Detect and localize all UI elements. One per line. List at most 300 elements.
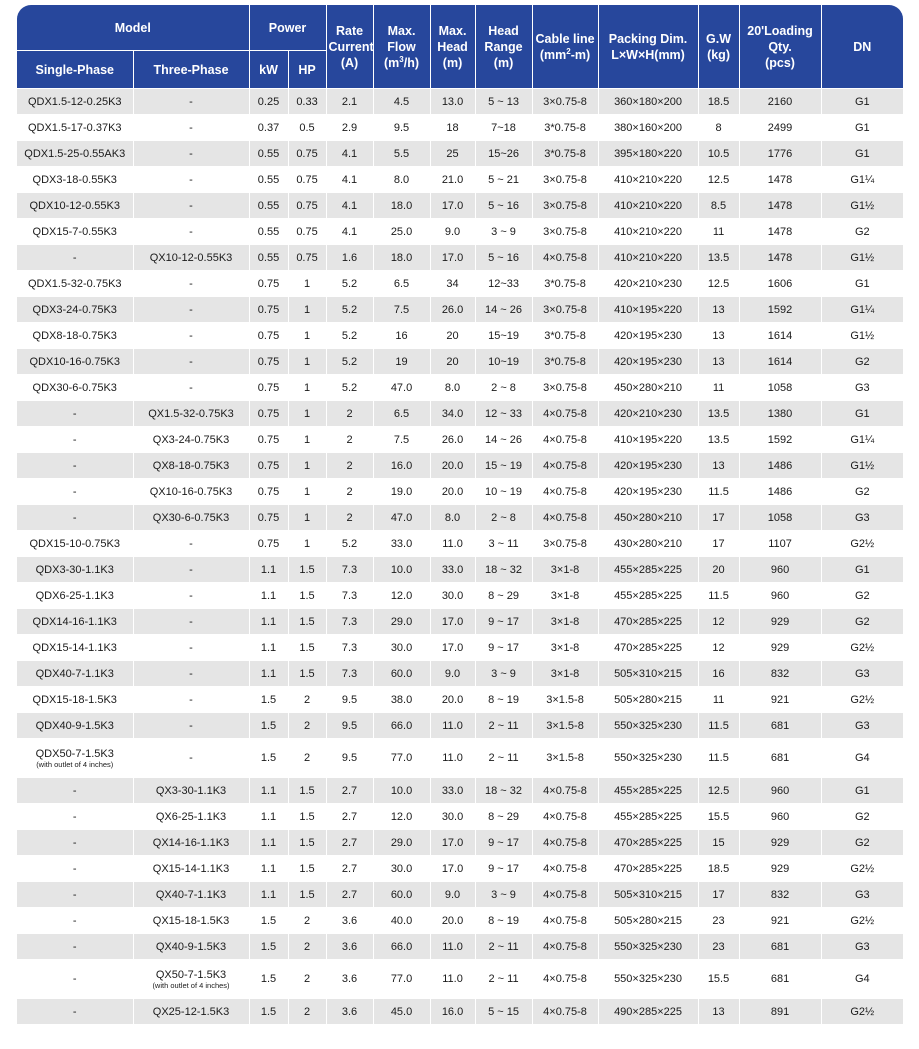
cell-three-phase-model: [133, 531, 249, 557]
cell-max-flow-value: 77.0: [390, 973, 413, 985]
cell-hp-value: 1.5: [299, 563, 315, 576]
cell-head-range: [475, 687, 532, 713]
cell-head-range: [475, 375, 532, 401]
cell-rate-current: [326, 804, 373, 830]
header-model: Model: [17, 5, 249, 51]
cell-max-flow: [373, 557, 430, 583]
cell-max-flow-value: 18.0: [390, 199, 413, 212]
cell-packing-dim-value: 410×195×220: [614, 433, 682, 446]
cell-kw-value: 0.75: [257, 537, 280, 550]
cell-head-range: [475, 856, 532, 882]
cell-rate-current: [326, 427, 373, 453]
cell-hp: [288, 453, 326, 479]
cell-max-flow-value: 38.0: [390, 693, 413, 706]
cell-loading-qty: [739, 635, 821, 661]
cell-dn: [821, 960, 903, 999]
cell-dn-value: G1: [854, 407, 870, 420]
cell-three-phase-model: [133, 635, 249, 661]
cell-max-flow-value: 10.0: [390, 563, 413, 576]
cell-max-head: [430, 713, 475, 739]
cell-max-flow: [373, 89, 430, 115]
cell-rate-current-value: 9.5: [341, 719, 358, 732]
cell-three-phase-model: [133, 713, 249, 739]
cell-gross-weight-value: 17: [712, 888, 725, 901]
cell-max-head: [430, 531, 475, 557]
cell-max-head: [430, 271, 475, 297]
cell-three-phase-model-value: -: [189, 537, 193, 550]
cell-dn-value: G2½: [850, 537, 875, 550]
cell-three-phase-model-value: QX14-16-1.1K3: [152, 836, 230, 849]
cell-kw-value: 1.5: [260, 914, 277, 927]
cell-max-head-value: 33.0: [441, 784, 464, 797]
cell-hp: [288, 297, 326, 323]
cell-kw: [249, 635, 288, 661]
cell-hp-value: 0.75: [296, 147, 318, 160]
cell-head-range: [475, 115, 532, 141]
cell-max-head-value: 34: [446, 277, 459, 290]
cell-kw-value: 0.75: [257, 407, 280, 420]
cell-loading-qty: [739, 778, 821, 804]
cell-max-flow: [373, 401, 430, 427]
cell-hp: [288, 89, 326, 115]
cell-single-phase-model-value: -: [72, 511, 77, 524]
cell-single-phase-model: [17, 323, 133, 349]
table-row: [17, 349, 903, 375]
cell-single-phase-model-value: -: [72, 433, 77, 446]
cell-max-flow: [373, 583, 430, 609]
cell-loading-qty-value: 960: [770, 563, 790, 576]
cell-loading-qty: [739, 934, 821, 960]
cell-hp: [288, 778, 326, 804]
header-rate-current: [326, 5, 373, 89]
cell-packing-dim: [598, 908, 698, 934]
cell-gross-weight: [698, 778, 739, 804]
cell-cable-line-value: 4×0.75-8: [543, 433, 587, 446]
cell-rate-current: [326, 89, 373, 115]
cell-kw-value: 1.5: [260, 719, 277, 732]
cell-cable-line: [532, 804, 598, 830]
cell-loading-qty: [739, 479, 821, 505]
cell-max-flow: [373, 960, 430, 999]
cell-max-head-value: 17.0: [441, 251, 464, 264]
cell-rate-current-value: 2.9: [341, 121, 358, 134]
cell-max-flow: [373, 830, 430, 856]
cell-gross-weight: [698, 505, 739, 531]
cell-cable-line: [532, 427, 598, 453]
cell-cable-line: [532, 583, 598, 609]
cell-three-phase-model: [133, 739, 249, 778]
cell-kw-value: 0.37: [257, 121, 280, 134]
cell-hp: [288, 882, 326, 908]
cell-dn-value: G2: [854, 225, 870, 238]
spec-table-wrapper: [17, 5, 903, 1025]
cell-hp-value: 1: [303, 485, 311, 498]
cell-rate-current: [326, 687, 373, 713]
cell-single-phase-model-value: QDX40-9-1.5K3: [35, 719, 114, 732]
cell-max-head-value: 20: [446, 355, 459, 368]
table-row: [17, 713, 903, 739]
cell-dn-value: G1: [854, 121, 870, 134]
cell-dn: [821, 141, 903, 167]
table-row: [17, 245, 903, 271]
cell-hp-value: 0.75: [296, 225, 318, 238]
cell-gross-weight: [698, 349, 739, 375]
cell-cable-line-value: 4×0.75-8: [543, 862, 587, 875]
cell-max-flow: [373, 609, 430, 635]
cell-dn-value: G1: [854, 563, 870, 576]
cell-gross-weight: [698, 713, 739, 739]
cell-gross-weight: [698, 557, 739, 583]
cell-packing-dim-value: 420×195×230: [614, 355, 682, 368]
cell-rate-current-value: 2: [346, 485, 353, 498]
cell-cable-line: [532, 557, 598, 583]
cell-three-phase-model: [133, 999, 249, 1025]
cell-max-flow: [373, 661, 430, 687]
cell-gross-weight-value: 16: [712, 667, 725, 680]
cell-kw-value: 1.1: [260, 836, 277, 849]
header-gross-weight: [698, 5, 739, 89]
cell-single-phase-model-value: QDX1.5-32-0.75K3: [27, 277, 122, 290]
cell-loading-qty: [739, 427, 821, 453]
cell-max-flow-value: 77.0: [390, 752, 413, 764]
cell-gross-weight-value: 13: [712, 303, 725, 316]
cell-loading-qty: [739, 661, 821, 687]
cell-gross-weight: [698, 401, 739, 427]
cell-kw-value: 0.75: [257, 355, 280, 368]
cell-max-flow-value: 66.0: [390, 719, 413, 732]
cell-single-phase-model: [17, 479, 133, 505]
cell-rate-current-value: 3.6: [341, 973, 358, 985]
cell-three-phase-model-value: -: [189, 199, 193, 212]
cell-single-phase-model-value: -: [72, 914, 77, 927]
cell-single-phase-model-value: QDX6-25-1.1K3: [35, 589, 114, 602]
cell-hp-value: 1.5: [299, 615, 315, 628]
cell-hp-value: 1: [303, 433, 311, 446]
cell-rate-current-value: 7.3: [341, 667, 358, 680]
cell-gross-weight-value: 17: [712, 537, 725, 550]
cell-cable-line: [532, 778, 598, 804]
cell-max-flow-value: 6.5: [393, 407, 410, 420]
table-row: [17, 193, 903, 219]
cell-packing-dim-value: 450×280×210: [614, 381, 682, 394]
cell-cable-line-value: 3*0.75-8: [544, 147, 586, 160]
cell-max-head: [430, 830, 475, 856]
header-max-flow-unit-sup: 3: [399, 54, 404, 64]
cell-max-flow: [373, 999, 430, 1025]
cell-gross-weight: [698, 934, 739, 960]
cell-three-phase-model-value: -: [189, 95, 193, 108]
cell-single-phase-model: [17, 89, 133, 115]
cell-kw: [249, 349, 288, 375]
cell-max-head-value: 11.0: [442, 719, 463, 732]
cell-max-flow-value: 45.0: [390, 1005, 413, 1018]
cell-three-phase-model: [133, 661, 249, 687]
cell-three-phase-model-value: -: [189, 329, 193, 342]
cell-rate-current: [326, 505, 373, 531]
cell-max-head-value: 20.0: [441, 485, 464, 498]
cell-head-range-value: 12~33: [488, 277, 519, 290]
cell-packing-dim: [598, 167, 698, 193]
cell-three-phase-model: [133, 960, 249, 999]
cell-packing-dim-value: 410×210×220: [614, 251, 682, 264]
cell-dn-value: G1½: [850, 329, 875, 342]
cell-three-phase-model-value: QX8-18-0.75K3: [152, 459, 230, 472]
cell-single-phase-model-value: QDX3-18-0.55K3: [32, 173, 117, 186]
cell-kw-value: 0.55: [257, 225, 280, 238]
cell-hp-value: 1.5: [299, 784, 315, 797]
cell-packing-dim: [598, 349, 698, 375]
cell-dn: [821, 427, 903, 453]
cell-dn: [821, 557, 903, 583]
cell-dn: [821, 778, 903, 804]
cell-single-phase-model-value: -: [72, 973, 77, 985]
cell-max-head: [430, 661, 475, 687]
cell-dn-value: G3: [854, 940, 870, 953]
cell-packing-dim: [598, 479, 698, 505]
cell-kw: [249, 999, 288, 1025]
cell-dn-value: G1¼: [850, 173, 875, 186]
cell-packing-dim-value: 410×210×220: [614, 173, 682, 186]
cell-cable-line-value: 3×0.75-8: [543, 303, 587, 316]
cell-three-phase-model-value: -: [189, 641, 193, 654]
cell-max-flow: [373, 297, 430, 323]
cell-hp: [288, 583, 326, 609]
cell-single-phase-model-value: QDX40-7-1.1K3: [35, 667, 114, 680]
cell-max-flow-value: 29.0: [390, 836, 413, 849]
cell-packing-dim: [598, 934, 698, 960]
cell-max-head: [430, 908, 475, 934]
cell-max-flow: [373, 804, 430, 830]
cell-three-phase-model-value: QX15-14-1.1K3: [152, 862, 230, 875]
cell-kw-value: 1.1: [260, 563, 277, 576]
cell-gross-weight: [698, 856, 739, 882]
cell-gross-weight: [698, 141, 739, 167]
cell-packing-dim: [598, 401, 698, 427]
cell-head-range-value: 5 ~ 16: [488, 199, 519, 212]
cell-single-phase-model: [17, 219, 133, 245]
cell-head-range: [475, 583, 532, 609]
cell-rate-current-value: 4.1: [341, 199, 358, 212]
cell-single-phase-model-value: QDX1.5-25-0.55AK3: [24, 147, 126, 160]
cell-hp-value: 1.5: [299, 641, 315, 654]
table-row: [17, 89, 903, 115]
cell-head-range: [475, 661, 532, 687]
cell-kw-value: 1.1: [260, 615, 277, 628]
cell-loading-qty-value: 929: [770, 836, 790, 849]
cell-dn-value: G2½: [850, 862, 875, 875]
cell-dn-value: G1¼: [850, 303, 875, 316]
cell-packing-dim-value: 550×325×230: [614, 940, 682, 953]
cell-single-phase-model-value: QDX1.5-12-0.25K3: [27, 95, 122, 108]
cell-hp: [288, 167, 326, 193]
cell-gross-weight: [698, 739, 739, 778]
cell-kw: [249, 609, 288, 635]
cell-max-flow-value: 9.5: [393, 121, 410, 134]
cell-gross-weight: [698, 323, 739, 349]
cell-head-range-value: 2 ~ 11: [488, 719, 519, 732]
cell-max-flow-value: 29.0: [390, 615, 413, 628]
cell-rate-current: [326, 960, 373, 999]
cell-single-phase-model: [17, 856, 133, 882]
cell-kw-value: 1.5: [260, 693, 277, 706]
cell-max-head-value: 17.0: [441, 615, 464, 628]
cell-packing-dim: [598, 882, 698, 908]
cell-cable-line: [532, 830, 598, 856]
cell-cable-line: [532, 89, 598, 115]
cell-three-phase-model: [133, 804, 249, 830]
cell-loading-qty: [739, 960, 821, 999]
cell-rate-current: [326, 193, 373, 219]
cell-packing-dim-value: 455×285×225: [614, 589, 682, 602]
cell-cable-line: [532, 479, 598, 505]
cell-cable-line-value: 3×1-8: [550, 641, 580, 654]
cell-head-range-value: 2 ~ 8: [491, 511, 516, 524]
cell-rate-current: [326, 739, 373, 778]
cell-kw-value: 0.75: [257, 433, 280, 446]
cell-kw: [249, 856, 288, 882]
cell-loading-qty: [739, 167, 821, 193]
cell-three-phase-model-value: -: [189, 303, 193, 316]
cell-rate-current: [326, 583, 373, 609]
cell-loading-qty: [739, 739, 821, 778]
cell-head-range-value: 3 ~ 11: [488, 537, 519, 550]
cell-cable-line-value: 3×0.75-8: [543, 225, 587, 238]
cell-rate-current: [326, 609, 373, 635]
cell-single-phase-model-value: QDX8-18-0.75K3: [32, 329, 117, 342]
cell-kw: [249, 167, 288, 193]
cell-hp-value: 2: [303, 940, 311, 953]
cell-hp-value: 1: [303, 459, 311, 472]
cell-dn-value: G3: [854, 667, 870, 680]
cell-max-flow-value: 40.0: [390, 914, 413, 927]
cell-kw-value: 0.75: [257, 277, 280, 290]
cell-head-range-value: 18 ~ 32: [485, 563, 523, 576]
cell-packing-dim: [598, 999, 698, 1025]
cell-hp-value: 2: [303, 693, 311, 706]
cell-three-phase-model-value: -: [189, 355, 193, 368]
cell-max-head-value: 8.0: [444, 381, 461, 394]
cell-hp-value: 0.33: [296, 95, 318, 108]
cell-cable-line-value: 4×0.75-8: [543, 888, 587, 901]
cell-dn: [821, 908, 903, 934]
cell-kw: [249, 960, 288, 999]
table-row: [17, 141, 903, 167]
cell-head-range-value: 3 ~ 9: [491, 225, 516, 238]
cell-single-phase-model-value: -: [72, 862, 77, 875]
table-row: [17, 934, 903, 960]
cell-head-range-value: 5 ~ 13: [488, 95, 519, 108]
cell-rate-current: [326, 557, 373, 583]
cell-loading-qty-value: 1058: [767, 381, 793, 394]
cell-hp: [288, 141, 326, 167]
header-max-flow-unit-base: (m: [384, 55, 400, 70]
cell-cable-line-value: 3×1.5-8: [546, 719, 584, 732]
outlet-note: (with outlet of 4 inches): [36, 759, 114, 769]
cell-max-flow: [373, 479, 430, 505]
cell-kw-value: 0.75: [257, 511, 280, 524]
cell-max-head: [430, 453, 475, 479]
cell-max-head-value: 30.0: [441, 810, 464, 823]
cell-single-phase-model: [17, 453, 133, 479]
cell-packing-dim: [598, 830, 698, 856]
cell-max-flow: [373, 115, 430, 141]
header-dn: DN: [821, 5, 903, 89]
cell-cable-line: [532, 999, 598, 1025]
cell-head-range: [475, 349, 532, 375]
cell-three-phase-model-value: QX3-24-0.75K3: [152, 433, 230, 446]
cell-hp-value: 0.75: [296, 199, 318, 212]
cell-loading-qty: [739, 349, 821, 375]
cell-kw: [249, 505, 288, 531]
table-row: [17, 323, 903, 349]
table-row: [17, 583, 903, 609]
cell-kw: [249, 739, 288, 778]
cell-rate-current: [326, 934, 373, 960]
header-max-head: [430, 5, 475, 89]
cell-single-phase-model: [17, 583, 133, 609]
table-row: [17, 453, 903, 479]
cell-gross-weight: [698, 271, 739, 297]
cell-gross-weight-value: 11.5: [708, 589, 729, 602]
cell-kw-value: 1.1: [260, 862, 277, 875]
cell-cable-line-value: 3*0.75-8: [544, 121, 586, 134]
cell-three-phase-model-value: QX30-6-0.75K3: [152, 511, 230, 524]
cell-head-range-value: 15~26: [488, 147, 519, 160]
cell-cable-line-value: 3×0.75-8: [543, 95, 587, 108]
cell-cable-line: [532, 219, 598, 245]
table-row: [17, 960, 903, 999]
cell-head-range: [475, 960, 532, 999]
cell-max-head: [430, 999, 475, 1025]
table-row: [17, 635, 903, 661]
cell-loading-qty: [739, 856, 821, 882]
cell-single-phase-model-value: -: [72, 407, 77, 420]
cell-head-range-value: 9 ~ 17: [488, 836, 519, 849]
cell-head-range-value: 9 ~ 17: [488, 615, 519, 628]
table-row: [17, 661, 903, 687]
cell-packing-dim-value: 550×325×230: [614, 973, 682, 985]
cell-packing-dim-value: 420×210×230: [614, 407, 682, 420]
cell-loading-qty-value: 960: [770, 784, 790, 797]
cell-rate-current: [326, 167, 373, 193]
cell-packing-dim: [598, 245, 698, 271]
cell-gross-weight-value: 13: [712, 355, 725, 368]
cell-gross-weight-value: 13.5: [707, 407, 730, 420]
cell-single-phase-model: [17, 635, 133, 661]
cell-single-phase-model: [17, 557, 133, 583]
cell-kw: [249, 830, 288, 856]
cell-max-head: [430, 583, 475, 609]
cell-single-phase-model: [17, 882, 133, 908]
cell-rate-current-value: 2: [346, 433, 353, 446]
cell-kw: [249, 401, 288, 427]
cell-loading-qty-value: 681: [770, 940, 790, 953]
cell-gross-weight: [698, 960, 739, 999]
cell-gross-weight-value: 17: [712, 511, 725, 524]
cell-single-phase-model: [17, 934, 133, 960]
cell-max-head: [430, 115, 475, 141]
cell-dn-value: G2½: [850, 1005, 875, 1018]
cell-rate-current-value: 4.1: [341, 225, 358, 238]
cell-kw-value: 1.5: [260, 940, 277, 953]
cell-kw-value: 0.75: [257, 485, 280, 498]
cell-three-phase-model-value: -: [189, 121, 193, 134]
cell-kw: [249, 882, 288, 908]
cell-single-phase-model: [17, 193, 133, 219]
cell-max-flow-value: 7.5: [393, 433, 410, 446]
cell-max-flow: [373, 349, 430, 375]
cell-cable-line-value: 3×1.5-8: [546, 752, 584, 764]
